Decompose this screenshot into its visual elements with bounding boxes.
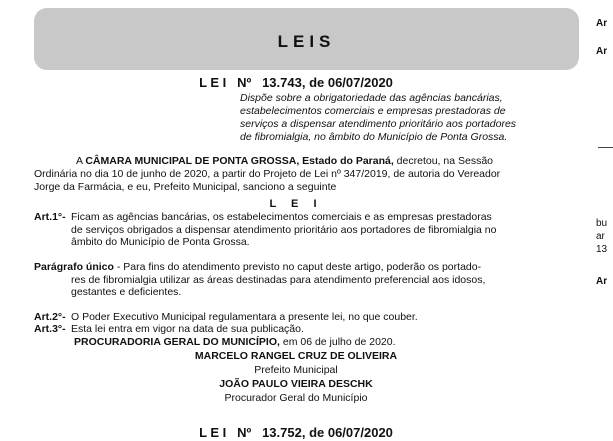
summary-line: de fibromialgia, no âmbito do Município de Ponta Grossa. — [240, 131, 508, 143]
next-law-title: L E I Nº 13.752, de 06/07/2020 — [199, 425, 393, 440]
article-label: Art.2°- — [34, 311, 66, 323]
chamber-name: CÂMARA MUNICIPAL DE PONTA GROSSA, Estado do Paraná, — [85, 155, 394, 167]
intro-prefix: A — [76, 155, 86, 167]
article-line: Ficam as agências bancárias, os estabelecimentos comerciais e as empresas prestadoras — [71, 211, 492, 223]
signatory-attorney-role: Procurador Geral do Município — [224, 392, 368, 404]
article-line: âmbito do Município de Ponta Grossa. — [71, 236, 250, 248]
signatory-attorney-name: JOÃO PAULO VIEIRA DESCHK — [219, 378, 373, 390]
procuradoria-date: em 06 de julho de 2020. — [279, 336, 396, 348]
section-header-box — [34, 8, 579, 70]
article-2 — [34, 311, 579, 324]
intro-line: Jorge da Farmácia, e eu, Prefeito Municipal, sanciono a seguinte — [34, 181, 337, 193]
side-divider — [598, 147, 613, 148]
lei-label: L E I — [269, 198, 323, 210]
summary-line: estabelecimentos comerciais e empresas prestadoras de — [240, 105, 506, 117]
intro-line: Ordinária no dia 10 de junho de 2020, a partir do Projeto de Lei nº 347/2019, de autoria do Vereador — [34, 168, 501, 180]
side-fragment: Ar — [596, 276, 608, 287]
summary-line: Dispõe sobre a obrigatoriedade das agências bancárias, — [240, 92, 503, 104]
paragraph-line: gestantes e deficientes. — [71, 286, 182, 298]
paragraph-line: res de fibromialgia utilizar as áreas destinadas para atendimento preferencial aos idosos, — [71, 273, 486, 286]
paragraph-line: - Para fins do atendimento previsto no caput deste artigo, poderão os portado- — [113, 261, 482, 273]
adjacent-column-fragment — [596, 0, 613, 441]
signatory-mayor-name: MARCELO RANGEL CRUZ DE OLIVEIRA — [194, 350, 398, 362]
side-fragment: bu — [596, 218, 608, 229]
section-title: LEIS — [277, 32, 336, 51]
side-fragment: ar — [596, 231, 605, 242]
procuradoria-line — [74, 336, 396, 348]
procuradoria-name: PROCURADORIA GERAL DO MUNICÍPIO, — [74, 336, 280, 348]
summary-line: serviços a dispensar atendimento prioritário aos portadores — [240, 118, 517, 130]
side-fragment: Ar — [596, 18, 608, 29]
law-title: L E I Nº 13.743, de 06/07/2020 — [199, 75, 393, 90]
article-line: Esta lei entra em vigor na data de sua publicação. — [71, 323, 304, 335]
signatory-mayor-role: Prefeito Municipal — [254, 364, 338, 376]
article-3 — [34, 323, 579, 336]
side-fragment: Ar — [596, 46, 608, 57]
article-label: Art.1°- — [34, 211, 66, 223]
enacting-clause — [34, 155, 579, 194]
paragraph-label: Parágrafo único — [34, 261, 114, 273]
law-summary — [240, 92, 578, 144]
intro-rest: decretou, na Sessão — [393, 155, 493, 167]
side-fragment: 13 — [596, 244, 608, 255]
article-line: O Poder Executivo Municipal regulamentara a presente lei, no que couber. — [71, 311, 418, 323]
article-line: de serviços obrigados a dispensar atendimento prioritário aos portadores de fibromialgia no — [71, 223, 497, 236]
article-1 — [34, 211, 579, 249]
article-label: Art.3°- — [34, 323, 66, 335]
sole-paragraph — [34, 261, 579, 299]
